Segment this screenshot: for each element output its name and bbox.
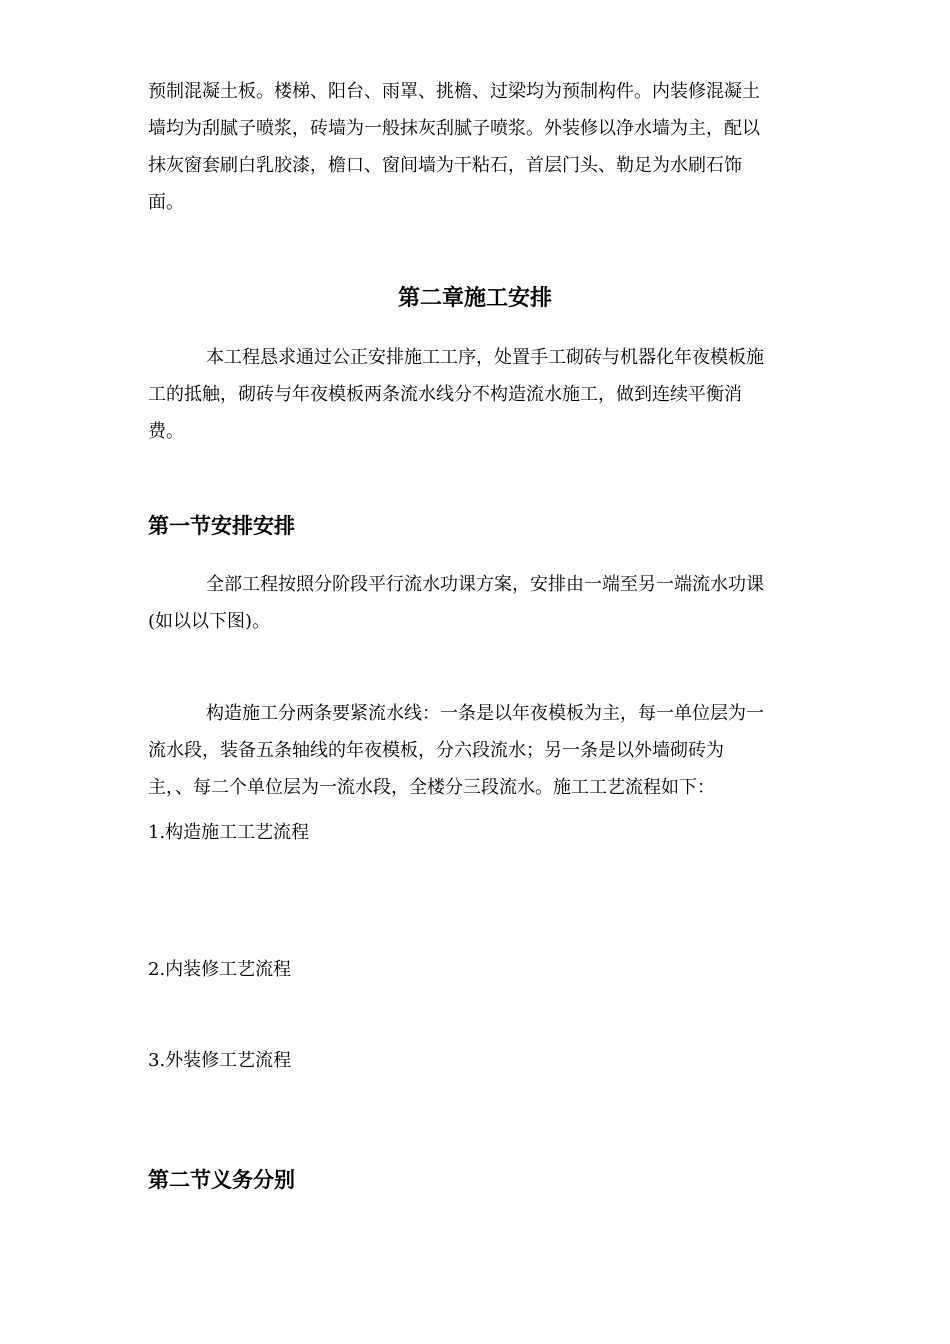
process-item-structure: 1.构造施工工艺流程: [148, 822, 310, 843]
chapter-2-title: 第二章施工安排: [397, 286, 552, 311]
chapter2-para-line-1: 本工程恳求通过公正安排施工工序，处置手工砌砖与机器化年夜模板施: [206, 347, 764, 368]
section1-para1-line-1: 全部工程按照分阶段平行流水功课方案，安排由一端至另一端流水功课: [206, 574, 764, 595]
section-1-title: 第一节安排安排: [148, 514, 295, 538]
section1-para1-line-2: (如以以下图)。: [148, 611, 271, 632]
chapter2-para-line-2: 工的抵触，砌砖与年夜模板两条流水线分不构造流水施工，做到连续平衡消: [148, 384, 742, 405]
process-item-interior: 2.内装修工艺流程: [148, 959, 292, 980]
chapter2-para-line-3: 费。: [148, 421, 184, 442]
intro-line-2: 墙均为刮腻子喷浆，砖墙为一般抹灰刮腻子喷浆。外装修以净水墙为主，配以: [148, 118, 760, 139]
intro-line-3: 抹灰窗套刷白乳胶漆，檐口、窗间墙为干粘石，首层门头、勒足为水刷石饰: [148, 155, 742, 176]
intro-line-4: 面。: [148, 192, 184, 213]
section1-para2-line-2: 流水段，装备五条轴线的年夜模板，分六段流水；另一条是以外墙砌砖为: [148, 740, 724, 761]
process-item-exterior: 3.外装修工艺流程: [148, 1050, 292, 1071]
section1-para2-line-3: 主，、每二个单位层为一流水段，全楼分三段流水。施工工艺流程如下：: [148, 777, 715, 798]
section-2-title: 第二节义务分别: [148, 1168, 295, 1192]
section1-para2-line-1: 构造施工分两条要紧流水线：一条是以年夜模板为主，每一单位层为一: [206, 703, 764, 724]
intro-line-1: 预制混凝土板。楼梯、阳台、雨罩、挑檐、过梁均为预制构件。内装修混凝土: [148, 81, 760, 102]
